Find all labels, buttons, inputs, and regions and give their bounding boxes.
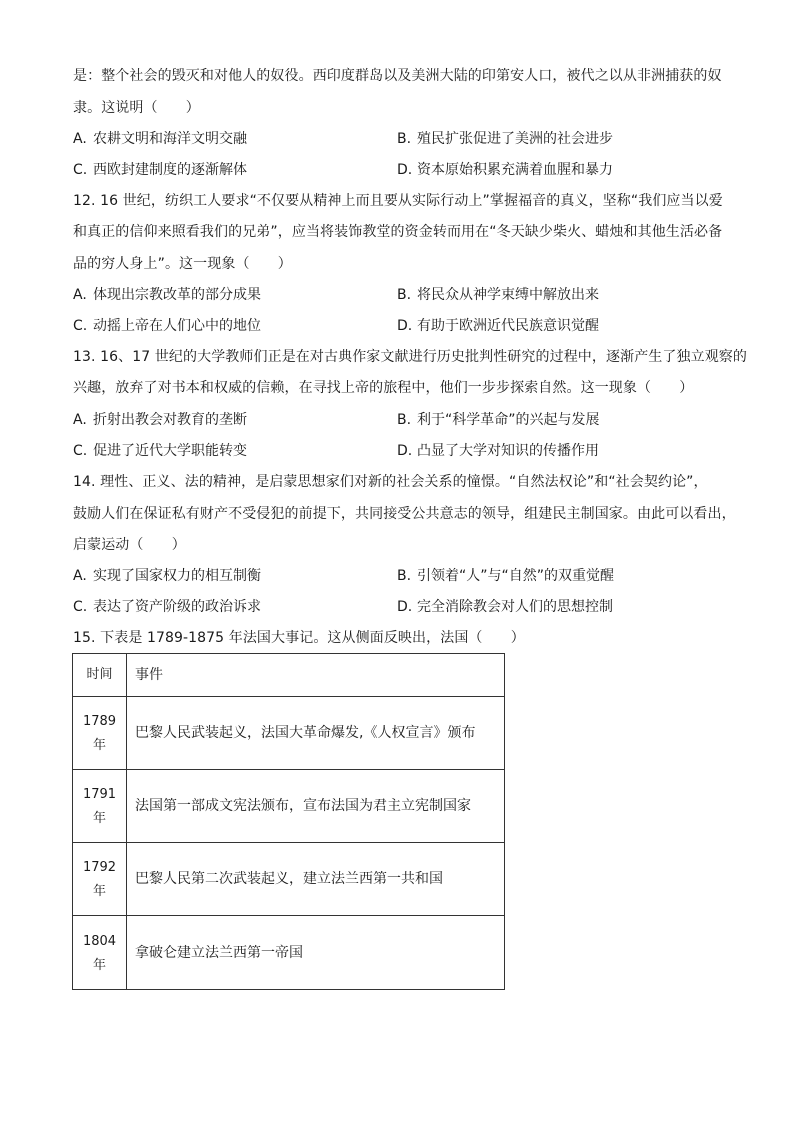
year-cell: [73, 697, 127, 770]
option-text: 折射出教会对教育的垄断: [93, 412, 247, 428]
option-text: 农耕文明和海洋文明交融: [93, 131, 247, 147]
q13-option-a[interactable]: [73, 410, 247, 430]
year-unit: 年: [92, 811, 106, 826]
q13-option-d[interactable]: [397, 441, 599, 461]
q11-option-a[interactable]: [73, 129, 247, 149]
q11-option-c[interactable]: [73, 160, 247, 180]
option-text: 表达了资产阶级的政治诉求: [93, 599, 261, 615]
header-time: 时间: [73, 654, 127, 697]
q12-stem-line-1: 12. 16 世纪，纺织工人要求“不仅要从精神上而且要从实际行动上”掌握福音的真义，坚称“我们应当以爱: [73, 193, 723, 209]
q14-option-b[interactable]: [397, 566, 614, 586]
event-cell: 巴黎人民第二次武装起义，建立法兰西第一共和国: [127, 843, 505, 916]
q15-stem-line-1: 15. 下表是 1789-1875 年法国大事记。这从侧面反映出，法国（ ）: [73, 630, 525, 646]
q12-option-d[interactable]: [397, 316, 599, 336]
option-letter: A.: [73, 287, 87, 303]
table-header-row: [73, 654, 505, 697]
table-row: [73, 843, 505, 916]
year-unit: 年: [92, 884, 106, 899]
option-letter: B.: [397, 131, 412, 147]
q14-stem-line-2: 鼓励人们在保证私有财产不受侵犯的前提下，共同接受公共意志的领导，组建民主制国家。由此可以看出，: [73, 506, 736, 522]
option-text: 引领着“人”与“自然”的双重觉醒: [417, 568, 615, 584]
option-letter: D.: [397, 599, 413, 615]
q13-stem-line-1: 13. 16、17 世纪的大学教师们正是在对古典作家文献进行历史批判性研究的过程中，逐渐产生了独立观察的: [73, 349, 747, 365]
q12-option-c[interactable]: [73, 316, 261, 336]
year-unit: 年: [92, 738, 106, 753]
year-cell: [73, 843, 127, 916]
header-event: 事件: [127, 654, 505, 697]
event-cell: 法国第一部成文宪法颁布，宣布法国为君主立宪制国家: [127, 770, 505, 843]
q13-stem-line-2: 兴趣，放弃了对书本和权威的信赖，在寻找上帝的旅程中，他们一步步探索自然。这一现象（ ）: [73, 380, 694, 396]
q14-option-c[interactable]: [73, 597, 261, 617]
option-letter: B.: [397, 568, 412, 584]
q13-option-b[interactable]: [397, 410, 600, 430]
option-letter: D.: [397, 162, 413, 178]
table-row: [73, 697, 505, 770]
q12-option-b[interactable]: [397, 285, 599, 305]
option-text: 资本原始积累充满着血腥和暴力: [417, 162, 613, 178]
q11-option-d[interactable]: [397, 160, 613, 180]
table-row: [73, 770, 505, 843]
option-letter: C.: [73, 599, 88, 615]
year-cell: [73, 770, 127, 843]
q14-stem-line-1: 14. 理性、正义、法的精神，是启蒙思想家们对新的社会关系的憧憬。“自然法权论”和“社会契约论”，: [73, 474, 708, 490]
option-text: 促进了近代大学职能转变: [93, 443, 247, 459]
option-letter: B.: [397, 412, 412, 428]
event-cell: 巴黎人民武装起义，法国大革命爆发,《人权宣言》颁布: [127, 697, 505, 770]
year-number: 1792: [82, 860, 117, 875]
option-letter: C.: [73, 443, 88, 459]
q14-option-d[interactable]: [397, 597, 613, 617]
year-number: 1789: [82, 714, 117, 729]
event-cell: 拿破仑建立法兰西第一帝国: [127, 916, 505, 990]
table-row: [73, 916, 505, 990]
option-letter: A.: [73, 568, 87, 584]
year-cell: [73, 916, 127, 990]
option-text: 殖民扩张促进了美洲的社会进步: [417, 131, 613, 147]
q11-option-b[interactable]: [397, 129, 613, 149]
option-text: 实现了国家权力的相互制衡: [93, 568, 261, 584]
q12-option-a[interactable]: [73, 285, 261, 305]
q11-stem-line-1: 是：整个社会的毁灭和对他人的奴役。西印度群岛以及美洲大陆的印第安人口，被代之以从非洲捕获的奴: [73, 68, 722, 84]
q14-option-a[interactable]: [73, 566, 261, 586]
option-letter: A.: [73, 412, 87, 428]
option-text: 西欧封建制度的逐渐解体: [93, 162, 247, 178]
option-letter: A.: [73, 131, 87, 147]
option-text: 完全消除教会对人们的思想控制: [417, 599, 613, 615]
option-letter: D.: [397, 443, 413, 459]
year-unit: 年: [92, 957, 106, 973]
option-letter: B.: [397, 287, 412, 303]
option-text: 利于“科学革命”的兴起与发展: [417, 412, 600, 428]
q13-option-c[interactable]: [73, 441, 247, 461]
option-letter: D.: [397, 318, 413, 334]
option-text: 体现出宗教改革的部分成果: [93, 287, 261, 303]
option-text: 将民众从神学束缚中解放出来: [417, 287, 599, 303]
france-events-table: [72, 653, 505, 990]
option-letter: C.: [73, 162, 88, 178]
q14-stem-line-3: 启蒙运动（ ）: [73, 537, 186, 553]
option-letter: C.: [73, 318, 88, 334]
year-number: 1791: [82, 787, 117, 802]
option-text: 凸显了大学对知识的传播作用: [417, 443, 599, 459]
q11-stem-line-2: 隶。这说明（ ）: [73, 100, 200, 116]
option-text: 动摇上帝在人们心中的地位: [93, 318, 261, 334]
q12-stem-line-3: 品的穷人身上”。这一现象（ ）: [73, 256, 292, 272]
year-number: 1804: [82, 933, 117, 949]
q12-stem-line-2: 和真正的信仰来照看我们的兄弟”，应当将装饰教堂的资金转而用在“冬天缺少柴火、蜡烛和其他生活必备: [73, 224, 723, 240]
option-text: 有助于欧洲近代民族意识觉醒: [417, 318, 599, 334]
